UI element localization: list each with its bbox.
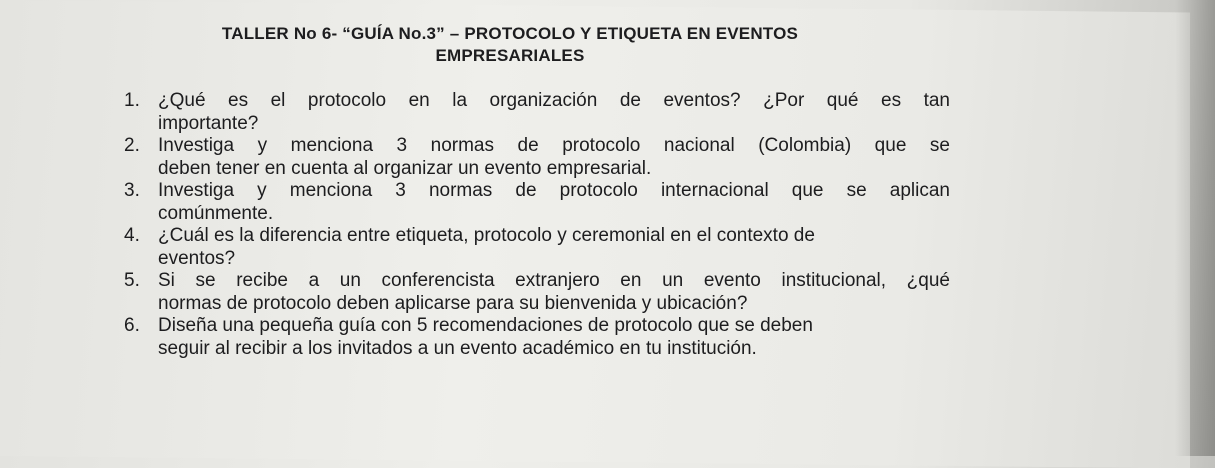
question-number: 1. xyxy=(124,90,140,111)
question-number: 2. xyxy=(124,135,140,156)
question-number: 5. xyxy=(124,270,140,291)
question-list xyxy=(120,90,950,360)
question-item xyxy=(120,270,950,315)
question-number: 6. xyxy=(124,315,140,336)
question-text: ¿Cuál es la diferencia entre etiqueta, protocolo y ceremonial en el contexto de xyxy=(158,225,815,246)
document-title: TALLER No 6- “GUÍA No.3” – PROTOCOLO Y ETIQUETA EN EVENTOS xyxy=(221,24,799,43)
question-item xyxy=(120,315,950,360)
question-text: Si se recibe a un conferencista extranjero en un evento institucional, ¿qué xyxy=(158,270,950,291)
question-text-continued: eventos? xyxy=(158,247,236,269)
question-item xyxy=(120,90,950,135)
page-edge-shadow xyxy=(1175,0,1215,456)
question-item xyxy=(120,135,950,180)
question-text-continued: deben tener en cuenta al organizar un evento empresarial. xyxy=(158,157,652,179)
question-text: Investiga y menciona 3 normas de protocolo nacional (Colombia) que se xyxy=(158,135,950,156)
question-item xyxy=(120,180,950,225)
question-number: 3. xyxy=(124,180,140,201)
question-text-continued: normas de protocolo deben aplicarse para su bienvenida y ubicación? xyxy=(158,292,748,314)
question-text: Investiga y menciona 3 normas de protocolo internacional que se aplican xyxy=(158,180,950,201)
question-text-continued: seguir al recibir a los invitados a un evento académico en tu institución. xyxy=(158,337,757,359)
question-text: Diseña una pequeña guía con 5 recomendaciones de protocolo que se deben xyxy=(158,315,813,336)
question-item xyxy=(120,225,950,270)
question-text-continued: comúnmente. xyxy=(158,202,274,224)
document-title-continued: EMPRESARIALES xyxy=(435,46,585,65)
question-text-continued: importante? xyxy=(158,112,259,134)
question-text: ¿Qué es el protocolo en la organización de eventos? ¿Por qué es tan xyxy=(158,90,950,111)
question-number: 4. xyxy=(124,225,140,246)
